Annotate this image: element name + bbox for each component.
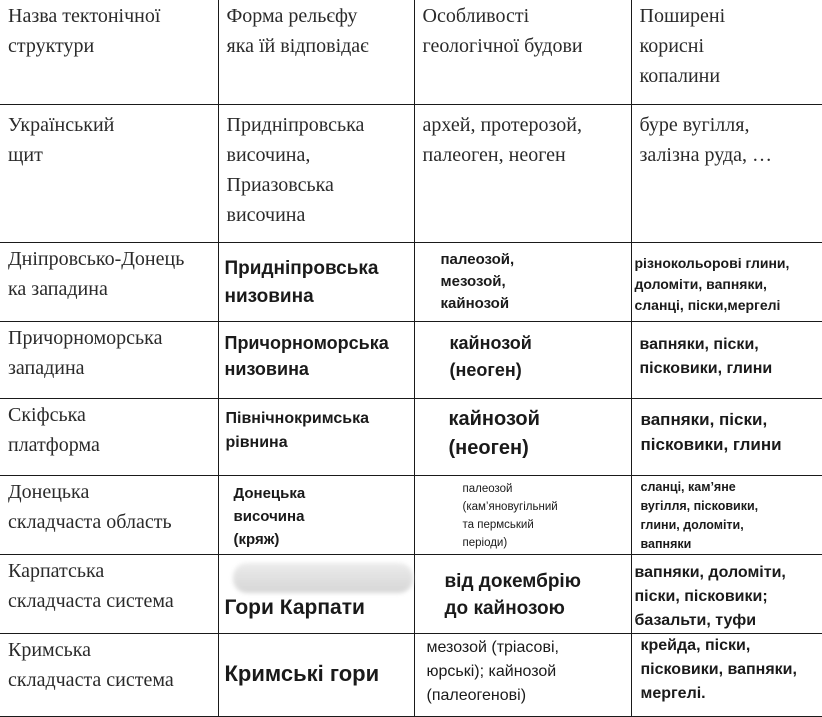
cell-relief — [218, 633, 414, 716]
header-relief: Форма рельєфу яка їй відповідає — [219, 0, 414, 61]
header-row — [0, 0, 822, 104]
geology-features: архей, протерозой, палеоген, неоген — [415, 105, 631, 170]
structure-name: Кримська складчаста система — [0, 634, 218, 695]
cell-geology — [414, 475, 631, 554]
geology-features: палеозой (кам’яновугільний та пермський періоди) — [415, 476, 631, 552]
relief-form: Донецька височина (кряж) — [219, 476, 414, 551]
cell-minerals — [631, 242, 822, 321]
minerals-list: вапняки, піски, пісковики, глини — [632, 322, 822, 381]
header-cell — [414, 0, 631, 104]
cell-geology — [414, 398, 631, 475]
table-row — [0, 398, 822, 475]
cell-minerals — [631, 321, 822, 398]
table-row — [0, 475, 822, 554]
cell-structure — [0, 475, 218, 554]
cell-structure — [0, 321, 218, 398]
cell-minerals — [631, 398, 822, 475]
geology-features: мезозой (тріасові, юрські); кайнозой (палеогенові) — [415, 634, 631, 708]
structure-name: Донецька складчаста область — [0, 476, 218, 537]
cell-minerals — [631, 633, 822, 716]
header-structure: Назва тектонічної структури — [0, 0, 218, 61]
cell-geology — [414, 633, 631, 716]
structure-name: Скіфська платформа — [0, 399, 218, 460]
cell-structure — [0, 554, 218, 633]
header-cell — [0, 0, 218, 104]
relief-form: Причорноморська низовина — [219, 322, 414, 382]
relief-form: Кримські гори — [219, 634, 414, 688]
cell-relief — [218, 398, 414, 475]
relief-form: Гори Карпати — [219, 555, 414, 622]
structure-name: Український щит — [0, 105, 218, 170]
structure-name: Причорноморська западина — [0, 322, 218, 383]
cell-minerals — [631, 475, 822, 554]
header-geology: Особливості геологічної будови — [415, 0, 631, 61]
cell-structure — [0, 633, 218, 716]
cell-relief — [218, 554, 414, 633]
structure-name: Дніпровсько-Донець ка западина — [0, 243, 218, 304]
minerals-list: вапняки, піски, пісковики, глини — [632, 399, 822, 457]
cell-minerals — [631, 104, 822, 242]
cell-structure — [0, 398, 218, 475]
cell-relief — [218, 104, 414, 242]
minerals-list: сланці, кам’яне вугілля, пісковики, глини, доломіти, вапняки — [632, 476, 822, 554]
table-row — [0, 633, 822, 716]
cell-structure — [0, 104, 218, 242]
minerals-list: вапняки, доломіти, піски, пісковики; базальти, туфи — [632, 555, 822, 633]
minerals-list: крейда, піски, пісковики, вапняки, мергелі. — [632, 634, 822, 706]
cell-minerals — [631, 554, 822, 633]
table-row — [0, 104, 822, 242]
cell-relief — [218, 475, 414, 554]
cell-geology — [414, 554, 631, 633]
table-row — [0, 242, 822, 321]
header-minerals: Поширені корисні копалини — [632, 0, 822, 91]
geology-features: від докембрію до кайнозою — [415, 555, 631, 622]
minerals-list: буре вугілля, залізна руда, … — [632, 105, 822, 170]
header-cell — [631, 0, 822, 104]
geology-features: кайнозой (неоген) — [415, 399, 631, 463]
geology-features: кайнозой (неоген) — [415, 322, 631, 384]
cell-structure — [0, 242, 218, 321]
cell-geology — [414, 321, 631, 398]
table-row — [0, 554, 822, 633]
cell-geology — [414, 104, 631, 242]
header-cell — [218, 0, 414, 104]
structure-name: Карпатська складчаста система — [0, 555, 218, 616]
minerals-list: різнокольорові глини, доломіти, вапняки, сланці, піски,мергелі — [632, 243, 822, 316]
cell-relief — [218, 321, 414, 398]
relief-form: Північнокримська рівнина — [219, 399, 414, 455]
geology-features: палеозой, мезозой, кайнозой — [415, 243, 631, 315]
relief-form: Придніпровська низовина — [219, 243, 414, 311]
cell-geology — [414, 242, 631, 321]
cell-relief — [218, 242, 414, 321]
table-row — [0, 321, 822, 398]
relief-form: Придніпровська височина, Приазовська височина — [219, 105, 414, 230]
